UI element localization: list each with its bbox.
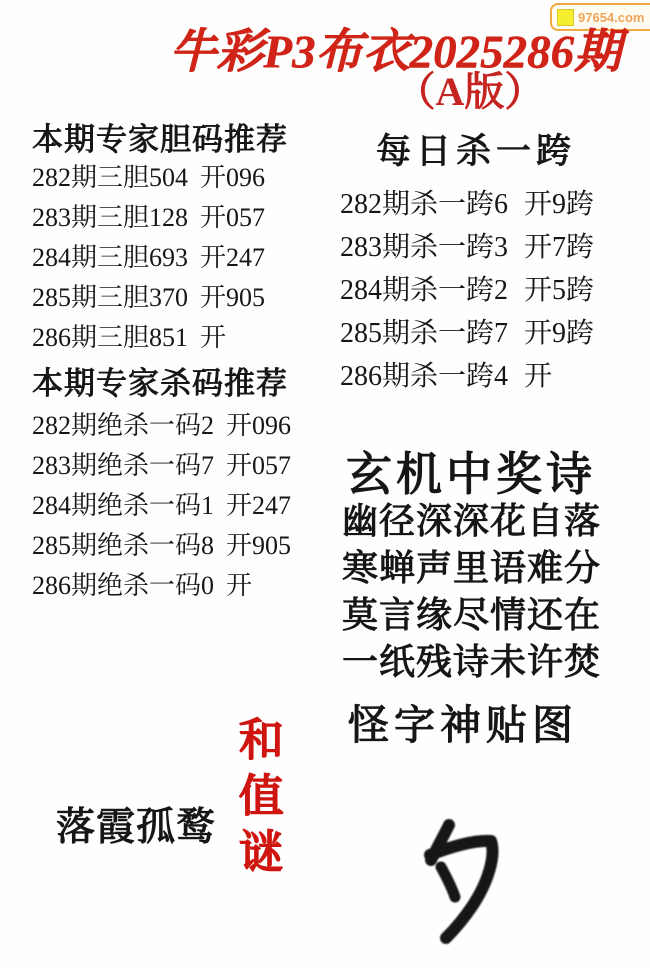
kua-row xyxy=(340,269,594,312)
kua-row xyxy=(340,312,594,355)
kua-row-label: 282期杀一跨6 xyxy=(340,189,509,220)
sum-riddle-char: 值 xyxy=(238,771,284,821)
poem-line: 寒蝉声里语难分 xyxy=(342,548,602,588)
dan-row xyxy=(32,238,300,278)
dan-row-label: 285期三胆370 xyxy=(32,283,189,312)
sha-row xyxy=(32,446,295,486)
sha-row-label: 282期绝杀一码2 xyxy=(32,411,215,440)
dan-row-label: 282期三胆504 xyxy=(32,163,189,192)
mystery-glyph-drawing xyxy=(392,810,522,950)
dan-row-open: 开247 xyxy=(200,243,266,272)
edition-label: （A版） xyxy=(395,69,545,114)
dan-row xyxy=(32,198,300,238)
sum-riddle-char: 谜 xyxy=(238,827,284,877)
page-title: 牛彩P3布衣2025286期 xyxy=(169,26,621,78)
sum-riddle-answer: 落霞孤鹜 xyxy=(56,806,217,849)
poem-line: 莫言缘尽情还在 xyxy=(342,595,602,635)
sha-section-title: 本期专家杀码推荐 xyxy=(32,366,288,401)
kua-row xyxy=(340,226,594,269)
dan-row-label: 286期三胆851 xyxy=(32,323,189,352)
dan-row-open: 开905 xyxy=(200,283,266,312)
kua-section-title: 每日杀一跨 xyxy=(375,132,576,171)
sha-row xyxy=(32,486,295,526)
kua-row-open: 开7跨 xyxy=(524,232,595,263)
dan-row-open: 开057 xyxy=(200,203,266,232)
sha-row-label: 283期绝杀一码7 xyxy=(32,451,215,480)
kua-row xyxy=(340,183,594,226)
sha-row-label: 284期绝杀一码1 xyxy=(32,491,215,520)
kua-row-open: 开9跨 xyxy=(524,318,595,349)
sha-row xyxy=(32,406,295,446)
poem-line: 一纸残诗未许焚 xyxy=(342,642,602,682)
sum-riddle-vertical-label xyxy=(231,715,291,877)
sha-row xyxy=(32,526,295,566)
dan-row xyxy=(32,158,300,198)
dan-section-title: 本期专家胆码推荐 xyxy=(32,122,288,157)
dan-row xyxy=(32,278,300,318)
kua-row-open: 开9跨 xyxy=(524,189,595,220)
dan-row-label: 284期三胆693 xyxy=(32,243,189,272)
watermark-site-text: 97654.com xyxy=(578,9,645,25)
sum-riddle-char: 和 xyxy=(238,715,284,765)
kua-row xyxy=(340,355,594,398)
kua-row-label: 284期杀一跨2 xyxy=(340,275,509,306)
sha-row-open: 开247 xyxy=(226,491,292,520)
sha-row-open: 开905 xyxy=(226,531,292,560)
dan-row xyxy=(32,318,300,358)
kua-row-label: 285期杀一跨7 xyxy=(340,318,509,349)
dan-rows xyxy=(32,158,300,358)
poem-line: 幽径深深花自落 xyxy=(342,501,602,541)
poem-section-title: 玄机中奖诗 xyxy=(346,449,596,500)
guaizi-section-title: 怪字神贴图 xyxy=(348,702,578,748)
poem-lines xyxy=(342,498,601,686)
kua-row-label: 286期杀一跨4 xyxy=(340,361,509,392)
dan-row-open: 开096 xyxy=(200,163,266,192)
sha-row-open: 开096 xyxy=(226,411,292,440)
sha-row-label: 285期绝杀一码8 xyxy=(32,531,215,560)
sha-row-label: 286期绝杀一码0 xyxy=(32,571,215,600)
kua-row-open: 开5跨 xyxy=(524,275,595,306)
sha-rows xyxy=(32,406,295,606)
kua-rows xyxy=(340,183,594,398)
sha-row xyxy=(32,566,295,606)
kua-row-label: 283期杀一跨3 xyxy=(340,232,509,263)
kua-row-open: 开 xyxy=(524,361,553,392)
dan-row-label: 283期三胆128 xyxy=(32,203,189,232)
dan-row-open: 开 xyxy=(200,323,227,352)
sha-row-open: 开 xyxy=(226,571,253,600)
sha-row-open: 开057 xyxy=(226,451,292,480)
